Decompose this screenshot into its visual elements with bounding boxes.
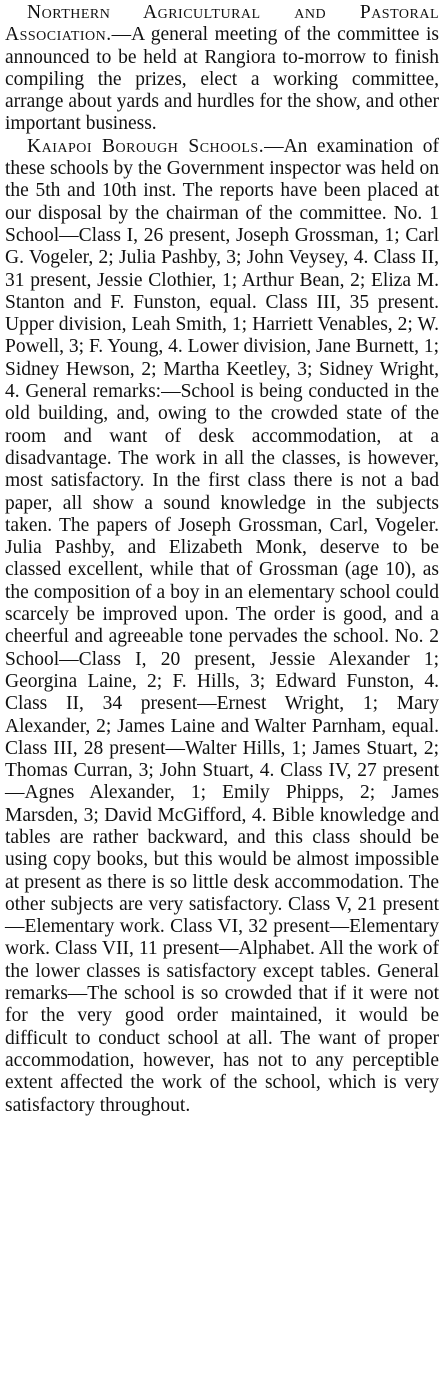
- article-agricultural-association: [5, 2, 439, 136]
- article-body: —A general meeting of the committee is announced to be held at Rangiora to-morrow to finish compiling the prizes, elect a working committee, arrange about yards and hurdles for the show, and other important business.: [5, 24, 439, 135]
- article-heading: Kaiapoi Borough Schools.: [27, 135, 265, 157]
- article-body: —An examination of these schools by the Government inspector was held on the 5th and 10th inst. The reports have been placed at our disposal by the chairman of the committee. No. 1 School—Class I, 26 present, Joseph Grossman, 1; Carl G. Vogeler, 2; Julia Pashby, 3; John Veysey, 4. Class II, 31 present, Jessie Clothier, 1; Arthur Bean, 2; Eliza M. Stanton and F. Funston, equal. Class III, 35 present. Upper division, Leah Smith, 1; Harriett Venables, 2; W. Powell, 3; F. Young, 4. Lower division, Jane Burnett, 1; Sidney Hewson, 2; Martha Keetley, 3; Sidney Wright, 4. General remarks:—School is being conducted in the old building, and, owing to the crowded state of the room and want of desk accommodation, at a disadvantage. The work in all the classes, is however, most satisfactory. In the first class there is not a bad paper, all show a sound knowledge in the subjects taken. The papers of Joseph Grossman, Carl, Vogeler. Julia Pashby, and Elizabeth Monk, deserve to be classed excellent, while that of Grossman (age 10), as the composition of a boy in an elementary school could scarcely be improved upon. The order is good, and a cheerful and agreeable tone pervades the school. No. 2 School—Class I, 20 present, Jessie Alexander 1; Georgina Laine, 2; F. Hills, 3; Edward Funston, 4. Class II, 34 present—Ernest Wright, 1; Mary Alexander, 2; James Laine and Walter Parnham, equal. Class III, 28 present—Walter Hills, 1; James Stuart, 2; Thomas Curran, 3; John Stuart, 4. Class IV, 27 present—Agnes Alexander, 1; Emily Phipps, 2; James Marsden, 3; David McGifford, 4. Bible knowledge and tables are rather backward, and this class should be using copy books, but this would be almost impossible at present as there is so little desk accommodation. The other subjects are very satisfactory. Class V, 21 present—Elementary work. Class VI, 32 present—Elementary work. Class VII, 11 present—Alphabet. All the work of the lower classes is satisfactory except tables. General remarks—The school is so crowded that if it were not for the very good order maintained, it would be difficult to conduct school at all. The want of proper accommodation, however, has not to any perceptible extent affected the work of the school, which is very satisfactory throughout.: [5, 135, 439, 1116]
- article-kaiapoi-schools: [5, 136, 439, 1117]
- article-heading: Northern Agricultural and Pastoral Association.: [5, 2, 439, 46]
